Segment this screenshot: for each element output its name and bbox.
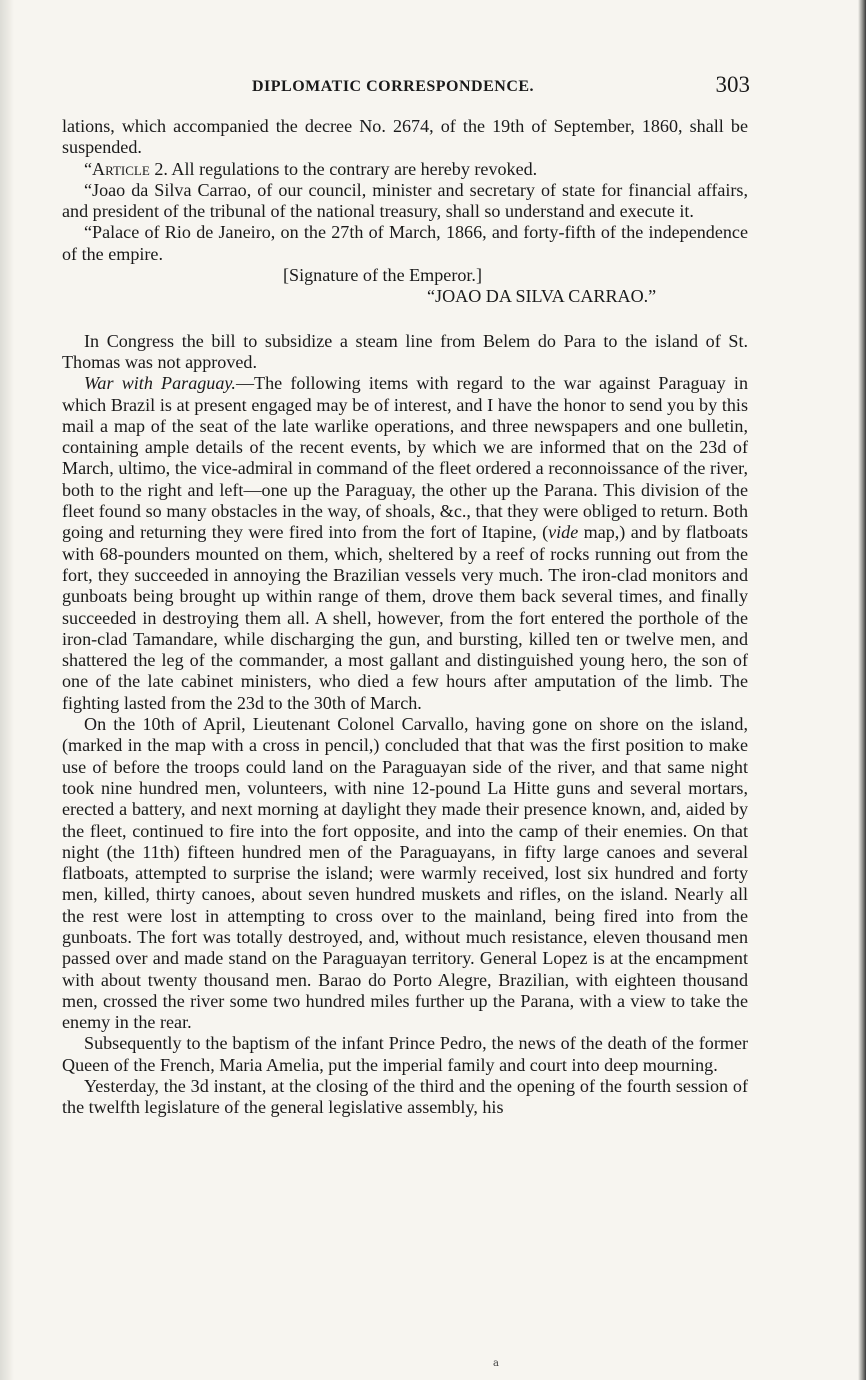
body-text — [62, 116, 748, 1119]
signature-emperor: [Signature of the Emperor.] — [283, 265, 482, 286]
article-text: 2. All regulations to the contrary are hereby revoked. — [149, 158, 538, 179]
page-number: 303 — [715, 72, 750, 97]
decree-date: “Palace of Rio de Janeiro, on the 27th of March, 1866, and forty-fifth of the independence of the empire. — [62, 222, 748, 264]
page-right-edge — [858, 0, 866, 1380]
war-heading: War with Paraguay. — [84, 373, 236, 394]
decree-execution: “Joao da Silva Carrao, of our council, minister and secretary of state for financial affairs, and president of the tribunal of the national treasury, shall so understand and execute it. — [62, 179, 748, 222]
war-text-rest: map,) and by flatboats with 68-pounders mounted on them, which, sheltered by a reef of rocks running out from the fort, they succeeded in annoying the Brazilian vessels very much. The iron-clad monitors and gunboats being brought up within range of them, drove them back several times, and finally succeeded in destroying them all. A shell, however, from the fort entered the porthole of the iron-clad Tamandare, while discharging the gun, and bursting, killed ten or twelve men, and shattered the leg of the commander, a most gallant and distinguished young hero, the son of one of the late cabinet ministers, who died a few hours after amputation of the limb. The fighting lasted from the 23d to the 30th of March. — [62, 522, 748, 713]
baptism-paragraph: Subsequently to the baptism of the infant Prince Pedro, the news of the death of the former Queen of the French, Maria Amelia, put the imperial family and court into deep mourning. — [62, 1033, 748, 1075]
signature-carrao: “JOAO DA SILVA CARRAO.” — [427, 286, 657, 307]
war-vide: vide — [548, 522, 579, 543]
running-title: DIPLOMATIC CORRESPONDENCE. — [252, 78, 535, 95]
war-text: —The following items with regard to the war against Paraguay in which Brazil is at present engaged may be of interest, and I have the honor to send you by this mail a map of the seat of the late warlike operations, and three newspapers and one bulletin, containing ample details of the recent events, by which we are informed that on the 23d of March, ultimo, the vice-admiral in command of the fleet ordered a reconnoissance of the river, both to the right and left—one up the Paraguay, the other up the Parana. This division of the fleet found so many obstacles in the way, of shoals, &c., that they were obliged to return. Both going and returning they were fired into from the fort of Itapine, ( — [62, 373, 748, 543]
page-left-edge — [0, 0, 14, 1380]
congress-paragraph: In Congress the bill to subsidize a steam line from Belem do Para to the island of St. Thomas was not approved. — [62, 330, 748, 372]
article-label: Article — [92, 158, 150, 179]
decree-article-2: “Article 2. All regulations to the contrary are hereby revoked. — [84, 158, 538, 179]
war-paragraph — [62, 373, 748, 714]
running-head — [62, 72, 752, 106]
footer-mark: a — [493, 1358, 499, 1369]
yesterday-paragraph: Yesterday, the 3d instant, at the closing of the third and the opening of the fourth session of the twelfth legislature of the general legislative assembly, his — [62, 1076, 748, 1118]
decree-continuation: lations, which accompanied the decree No. 2674, of the 19th of September, 1860, shall be suspended. — [62, 116, 748, 158]
april-paragraph: On the 10th of April, Lieutenant Colonel Carvallo, having gone on shore on the island, (marked in the map with a cross in pencil,) concluded that that was the first position to make use of before the troops could land on the Paraguayan side of the river, and that same night took nine hundred men, volunteers, with nine 12-pound La Hitte guns and several mortars, erected a battery, and next morning at daylight they made their presence known, and, aided by the fleet, continued to fire into the fort opposite, and into the camp of their enemies. On that night (the 11th) fifteen hundred men of the Paraguayans, in fifty large canoes and several flatboats, attempted to surprise the island; were warmly received, lost six hundred and forty men, killed, thirty canoes, about seven hundred muskets and rifles, on the island. Nearly all the rest were lost in attempting to cross over to the mainland, being fired into from the gunboats. The fort was totally destroyed, and, without much resistance, eleven thousand men passed over and made stand on the Paraguayan territory. General Lopez is at the encampment with about twenty thousand men. Barao do Porto Alegre, Brazilian, with eighteen thousand men, crossed the river some two hundred miles further up the Parana, with a view to take the enemy in the rear. — [62, 714, 748, 1033]
